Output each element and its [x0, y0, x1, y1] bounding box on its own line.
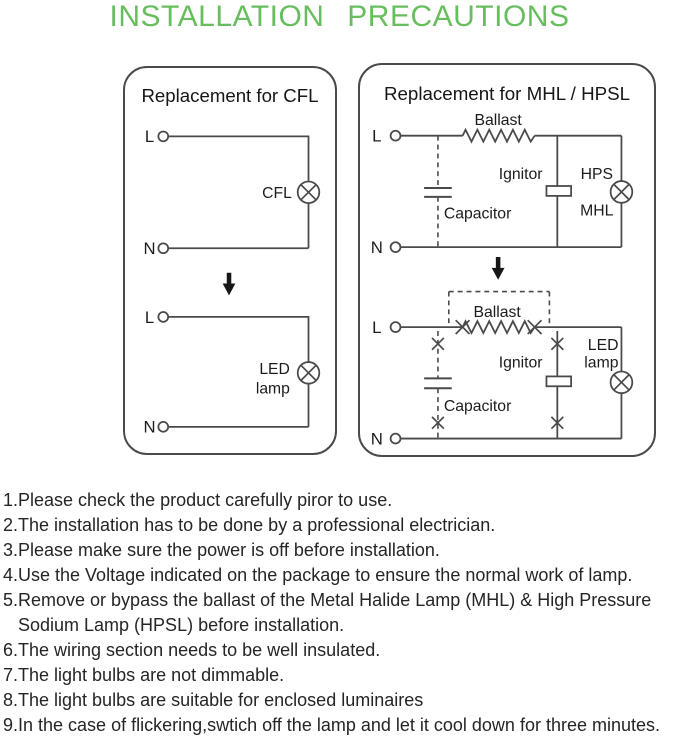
terminal-n-node — [391, 434, 401, 444]
terminal-n-label: N — [370, 238, 383, 258]
led-lamp-label-line2: lamp — [255, 380, 290, 398]
terminal-l-node — [158, 131, 168, 141]
precaution-item: 5.Remove or bypass the ballast of the Metal Halide Lamp (MHL) & High Pressure Sodium Lamp (HPSL) before installation. — [3, 590, 652, 635]
panel-mhl — [358, 63, 656, 457]
precaution-item: 3.Please make sure the power is off before installation. — [3, 540, 440, 560]
precautions-list — [3, 488, 679, 738]
mhl-label: MHL — [580, 202, 614, 220]
page-title: INSTALLATION PRECAUTIONS — [109, 0, 570, 33]
hps-mhl-lamp-icon — [611, 181, 633, 203]
precaution-item: 4.Use the Voltage indicated on the package to ensure the normal work of lamp. — [3, 565, 633, 585]
cfl-circuit-after — [144, 308, 320, 437]
down-arrow-icon — [492, 257, 505, 280]
led-lamp-icon — [298, 362, 320, 384]
terminal-n-node — [158, 422, 168, 432]
cfl-circuit-before — [144, 127, 320, 258]
mhl-circuit-after — [371, 292, 633, 449]
hps-label: HPS — [580, 166, 613, 184]
ignitor-icon — [546, 376, 571, 386]
led-lamp-label-line1: LED — [587, 336, 619, 354]
terminal-l-node — [391, 131, 401, 141]
panel-cfl-title: Replacement for CFL — [141, 85, 319, 107]
capacitor-label: Capacitor — [443, 397, 512, 415]
terminal-n-label: N — [143, 239, 156, 259]
mhl-circuit-diagram — [360, 65, 654, 455]
terminal-l-label: L — [144, 127, 155, 147]
precaution-item: 9.In the case of flickering,swtich off the lamp and let it cool down for three minutes. — [3, 715, 661, 735]
capacitor-icon — [424, 188, 452, 197]
precaution-item: 8.The light bulbs are suitable for enclosed luminaires — [3, 690, 424, 710]
terminal-n-node — [158, 243, 168, 253]
cfl-circuit-diagram — [125, 68, 335, 453]
terminal-l-label: L — [372, 318, 382, 338]
led-lamp-label-line2: lamp — [584, 354, 619, 372]
capacitor-label: Capacitor — [443, 205, 512, 223]
precaution-item: 7.The light bulbs are not dimmable. — [3, 665, 285, 685]
panel-cfl — [123, 66, 337, 455]
capacitor-icon — [424, 378, 452, 388]
cfl-lamp-icon — [298, 182, 320, 204]
terminal-l-label: L — [144, 307, 155, 327]
led-lamp-icon — [611, 371, 633, 393]
cfl-lamp-label: CFL — [262, 185, 292, 203]
ignitor-icon — [546, 186, 571, 196]
terminal-l-node — [158, 312, 168, 322]
terminal-n-label: N — [370, 429, 383, 449]
terminal-n-label: N — [143, 417, 156, 437]
ignitor-label: Ignitor — [498, 166, 543, 184]
terminal-l-label: L — [372, 126, 382, 146]
precaution-item: 6.The wiring section needs to be well insulated. — [3, 640, 381, 660]
ballast-coil-icon — [463, 321, 535, 333]
terminal-l-node — [391, 322, 401, 332]
panel-mhl-title: Replacement for MHL / HPSL — [383, 83, 631, 105]
ignitor-label: Ignitor — [498, 354, 543, 372]
down-arrow-icon — [223, 273, 236, 296]
precaution-item: 1.Please check the product carefully piror to use. — [3, 490, 393, 510]
mhl-circuit-before — [371, 112, 633, 257]
terminal-n-node — [391, 242, 401, 252]
ballast-label: Ballast — [473, 304, 521, 322]
ballast-label: Ballast — [474, 111, 522, 129]
led-lamp-label-line1: LED — [259, 360, 290, 378]
ballast-coil-icon — [463, 130, 535, 142]
precaution-item: 2.The installation has to be done by a professional electrician. — [3, 515, 496, 535]
